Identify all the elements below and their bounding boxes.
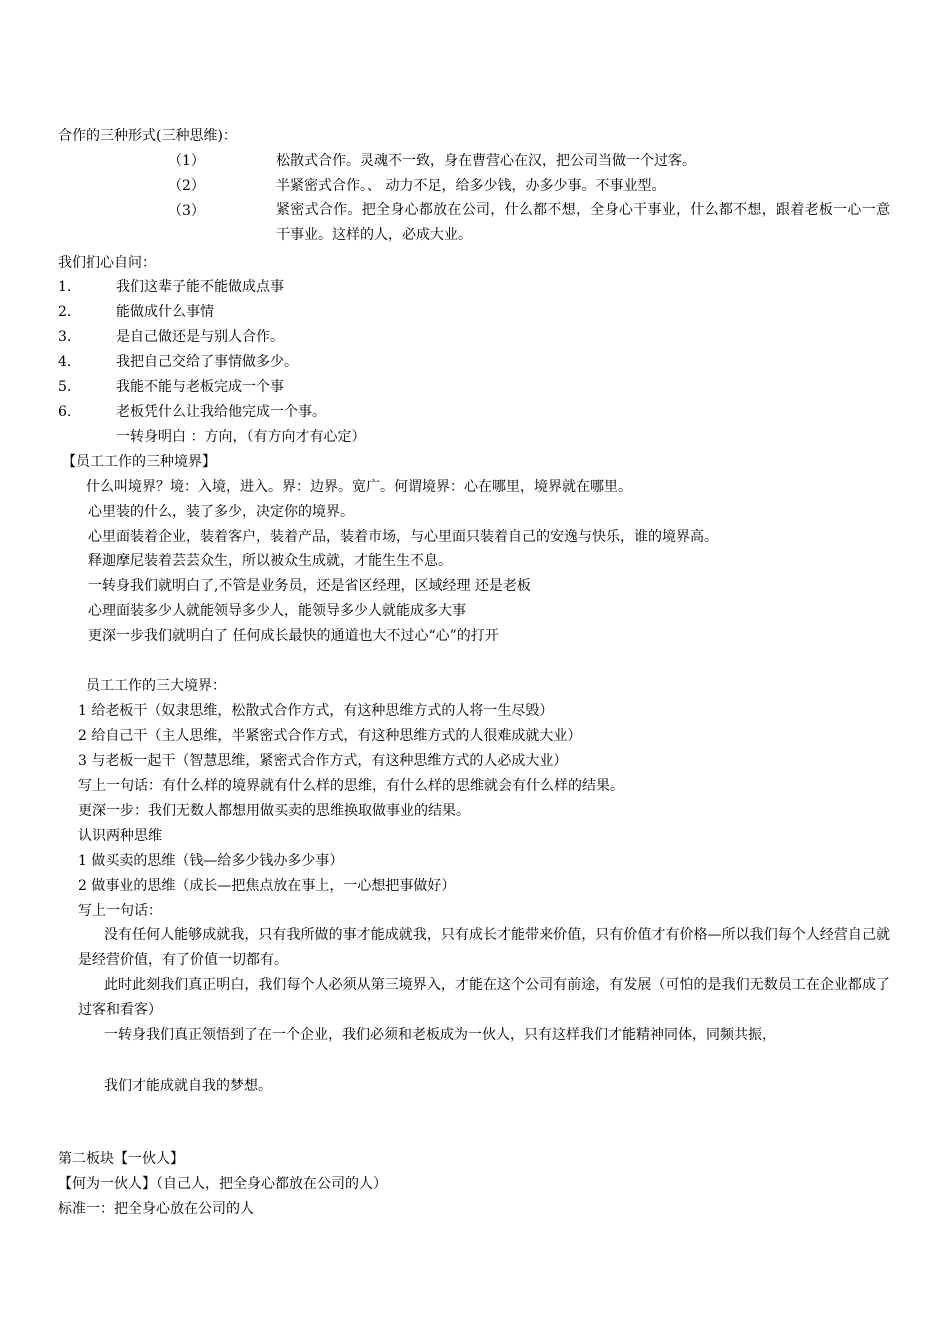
- body-line: 1 给老板干（奴隶思维，松散式合作方式，有这种思维方式的人将一生尽毁）: [78, 703, 554, 719]
- body-line: 心里装的什么，装了多少，决定你的境界。: [88, 504, 354, 520]
- body-line: 一转身我们就明白了,不管是业务员，还是省区经理，区域经理 还是老板: [88, 578, 531, 594]
- section-heading-three-realms: 【员工工作的三种境界】: [62, 454, 216, 470]
- body-line: 更深一步：我们无数人都想用做买卖的思维换取做事业的结果。: [78, 803, 470, 819]
- body-line: 写上一句话：: [78, 903, 162, 919]
- question-text: 我能不能与老板完成一个事: [116, 379, 284, 395]
- question-text: 老板凭什么让我给他完成一个事。: [116, 404, 326, 420]
- body-line: 更深一步我们就明白了 任何成长最快的通道也大不过心“心”的打开: [88, 628, 499, 644]
- insight-line: 一转身明白 ：方向，（有方向才有心定）: [116, 429, 366, 445]
- body-line: 释迦摩尼装着芸芸众生，所以被众生成就，才能生生不息。: [88, 553, 452, 569]
- standard-line: 标准一：把全身心放在公司的人: [58, 1201, 254, 1217]
- question-text: 我们这辈子能不能做成点事: [116, 279, 284, 295]
- body-line: 1 做买卖的思维（钱—给多少钱办多少事）: [78, 853, 344, 869]
- question-number: 4.: [58, 354, 72, 370]
- body-paragraph: 此时此刻我们真正明白，我们每个人必须从第三境界入，才能在这个公司有前途，有发展（可怕的是我们无数员工在企业都成了过客和看客）: [78, 977, 890, 1018]
- question-number: 2.: [58, 304, 72, 320]
- section-heading-second-block: 第二板块【一伙人】: [58, 1151, 184, 1167]
- body-line: 2 给自己干（主人思维，半紧密式合作方式，有这种思维方式的人很难成就大业）: [78, 728, 582, 744]
- section-heading-three-great-realms: 员工工作的三大境界：: [86, 678, 226, 694]
- form-number: （3）: [168, 203, 205, 219]
- form-number: （2）: [168, 178, 205, 194]
- body-line: 写上一句话：有什么样的境界就有什么样的思维，有什么样的思维就会有什么样的结果。: [78, 778, 624, 794]
- subheading-what-is-partner: 【何为一伙人】（自己人，把全身心都放在公司的人）: [58, 1176, 387, 1192]
- question-text: 能做成什么事情: [116, 304, 214, 320]
- question-number: 6.: [58, 404, 72, 420]
- body-line: 心理面装多少人就能领导多少人，能领导多少人就能成多大事: [88, 603, 466, 619]
- body-line: 我们才能成就自我的梦想。: [104, 1078, 272, 1094]
- question-text: 是自己做还是与别人合作。: [116, 329, 284, 345]
- question-text: 我把自己交给了事情做多少。: [116, 354, 298, 370]
- body-line: 什么叫境界？境：入境，进入。界：边界。宽广。何谓境界：心在哪里，境界就在哪里。: [86, 479, 632, 495]
- body-line: 2 做事业的思维（成长—把焦点放在事上，一心想把事做好）: [78, 878, 456, 894]
- section-heading-cooperation-forms: 合作的三种形式(三种思维)：: [58, 128, 237, 144]
- question-number: 5.: [58, 379, 72, 395]
- question-number: 3.: [58, 329, 72, 345]
- body-line: 认识两种思维: [78, 828, 162, 844]
- question-number: 1.: [58, 279, 72, 295]
- body-line: 心里面装着企业，装着客户，装着产品，装着市场，与心里面只装着自己的安逸与快乐，谁的境界高。: [88, 529, 718, 545]
- body-line: 3 与老板一起干（智慧思维，紧密式合作方式，有这种思维方式的人必成大业）: [78, 753, 568, 769]
- body-paragraph: 没有任何人能够成就我，只有我所做的事才能成就我，只有成长才能带来价值，只有价值才有价格—所以我们每个人经营自己就是经营价值，有了价值一切都有。: [78, 927, 890, 968]
- form-text: 松散式合作。灵魂不一致，身在曹营心在汉，把公司当做一个过客。: [276, 153, 696, 169]
- form-number: （1）: [168, 153, 205, 169]
- form-text: 紧密式合作。把全身心都放在公司，什么都不想，全身心干事业，什么都不想，跟着老板一心一意干事业。这样的人，必成大业。: [276, 202, 890, 243]
- section-heading-self-questions: 我们扪心自问：: [58, 255, 156, 271]
- body-paragraph: 一转身我们真正领悟到了在一个企业，我们必须和老板成为一伙人，只有这样我们才能精神同体，同频共振，: [104, 1027, 776, 1043]
- form-text: 半紧密式合作。、 动力不足，给多少钱，办多少事。不事业型。: [276, 178, 666, 194]
